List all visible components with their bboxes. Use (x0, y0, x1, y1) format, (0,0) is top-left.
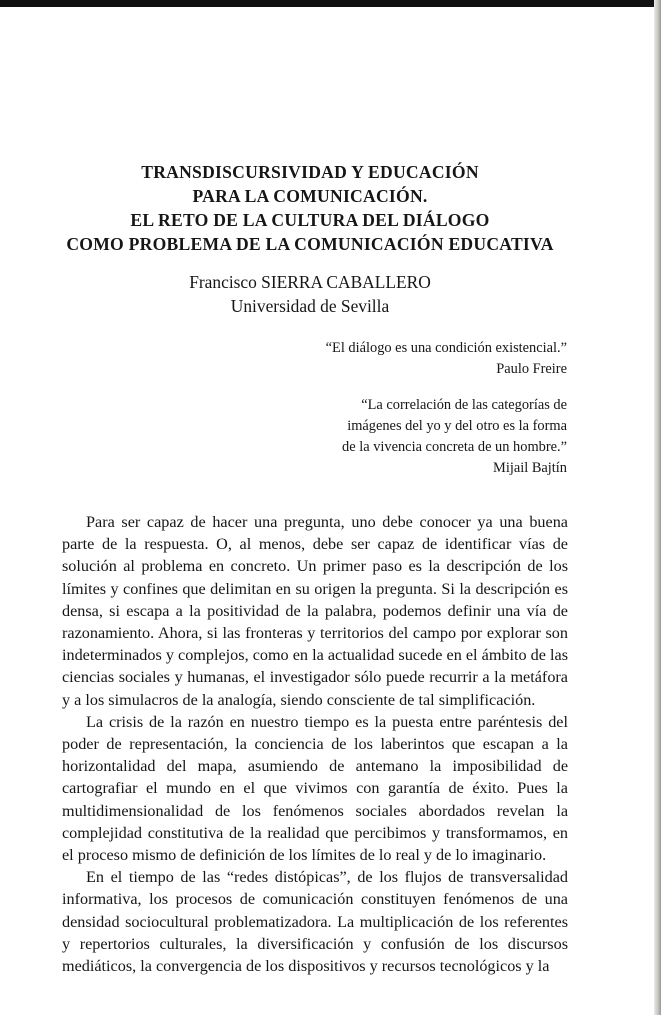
body-paragraph-3: En el tiempo de las “redes distópicas”, de los flujos de transversalidad informativa, los procesos de comunicación constituyen fenómenos de una densidad sociocultural problematizadora. La multiplicación de los referentes y repertorios culturales, la diversificación y confusión de los discursos mediáticos, la convergencia de los dispositivos y recursos tecnológicos y la (62, 868, 568, 976)
epigraph-quote-line: “El diálogo es una condición existencial.” (325, 340, 567, 356)
body-paragraph-1: Para ser capaz de hacer una pregunta, uno debe conocer ya una buena parte de la respuesta. O, al menos, debe ser capaz de identificar vías de solución al problema en concreto. Un primer paso es la descripción de los límites y confines que delimitan en su origen la pregunta. Si la descripción es densa, si escapa a la positividad de la palabra, podemos definir una vía de razonamiento. Ahora, si las fronteras y territorios del campo por explorar son indeterminados y complejos, como en la actualidad sucede en el ámbito de las ciencias sociales y humanas, el investigador sólo puede recurrir a la metáfora y a los simulacros de la analogía, siendo consciente de tal simplificación. (62, 513, 568, 709)
page-top-border (0, 0, 661, 7)
title-line-2: PARA LA COMUNICACIÓN. (192, 186, 428, 206)
epigraph-quote-line: imágenes del yo y del otro es la forma (347, 418, 567, 434)
epigraph-freire (237, 338, 567, 380)
title-line-4: COMO PROBLEMA DE LA COMUNICACIÓN EDUCATIVA (66, 234, 554, 254)
body-text (62, 511, 568, 977)
body-paragraph-2: La crisis de la razón en nuestro tiempo es la puesta entre paréntesis del poder de representación, la conciencia de los laberintos que escapan a la horizontalidad del mapa, asumiendo de antemano la imposibilidad de cartografiar el mundo en el que vivimos con garantía de éxito. Pues la multidimensionalidad de los fenómenos sociales abordados revelan la complejidad constitutiva de la realidad que percibimos y transformamos, en el proceso mismo de definición de los límites de lo real y de lo imaginario. (62, 712, 568, 865)
page-right-edge (654, 0, 661, 1015)
author-affiliation: Universidad de Sevilla (230, 296, 390, 316)
epigraph-bajtin (237, 395, 567, 479)
epigraph-quote-line: de la vivencia concreta de un hombre.” (342, 439, 567, 455)
article-title (20, 160, 600, 256)
author-name: Francisco SIERRA CABALLERO (189, 272, 431, 292)
epigraph-attribution: Paulo Freire (496, 361, 567, 377)
author-block (20, 270, 600, 318)
epigraph-attribution: Mijail Bajtín (493, 460, 567, 476)
epigraph-quote-line: “La correlación de las categorías de (361, 397, 567, 413)
title-line-3: EL RETO DE LA CULTURA DEL DIÁLOGO (130, 210, 490, 230)
title-line-1: TRANSDISCURSIVIDAD Y EDUCACIÓN (141, 162, 479, 182)
